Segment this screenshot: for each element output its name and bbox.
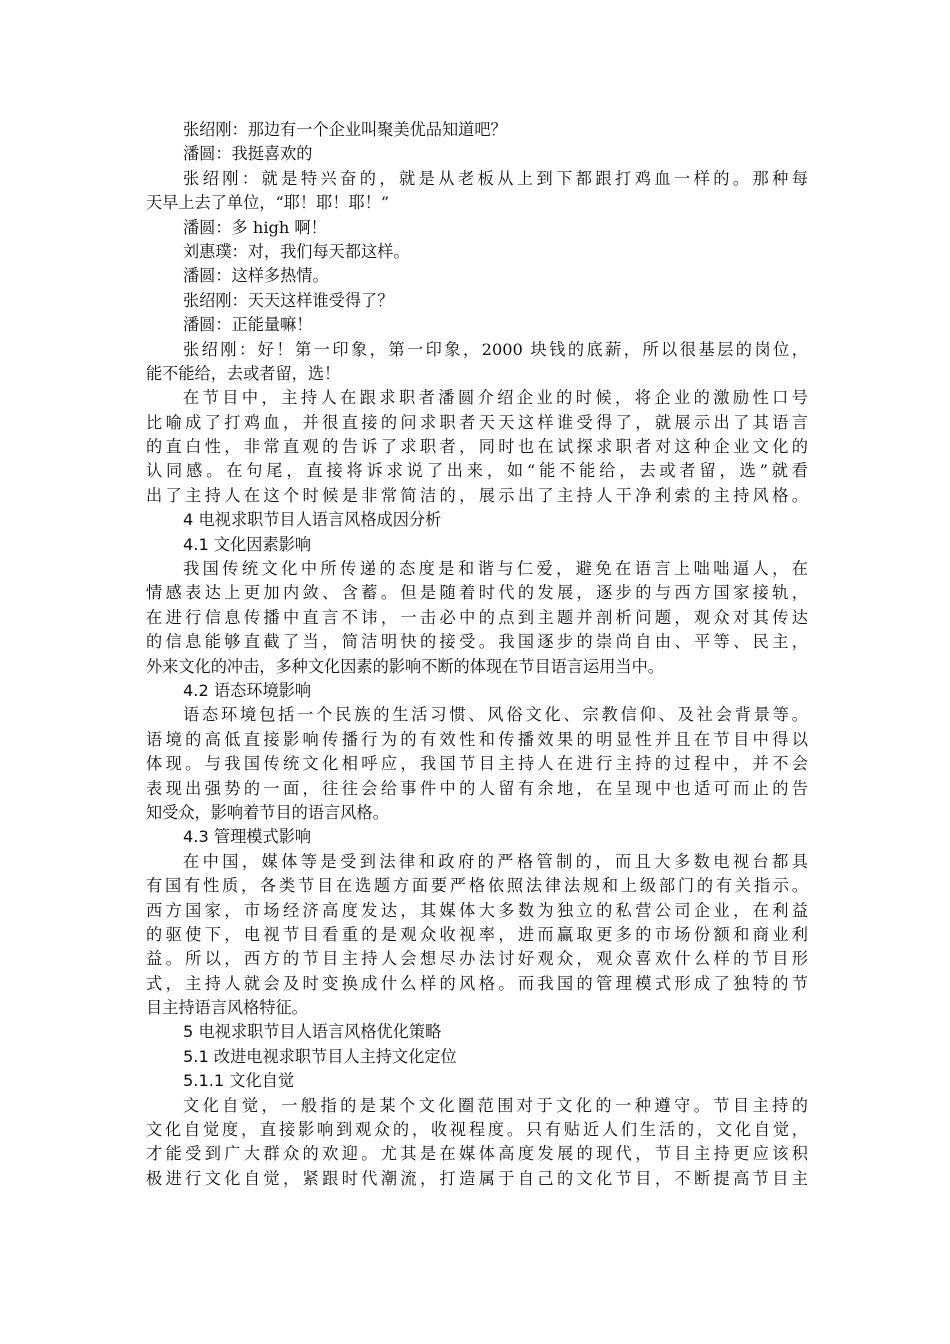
text-line: 能不能给，去或者留，选！ [146, 363, 341, 383]
text-line: 张绍刚：天天这样谁受得了？ [183, 290, 394, 310]
text-line: 出了主持人在这个时候是非常简洁的，展示出了主持人干净利索的主持风格。 [146, 485, 808, 505]
text-line: 张绍刚：那边有一个企业叫聚美优品知道吧？ [183, 120, 507, 139]
text-line: 张绍刚：就是特兴奋的，就是从老板从上到下都跟打鸡血一样的。那种每 [183, 168, 808, 188]
text-line: 式，主持人就会及时变换成什么样的风格。而我国的管理模式形成了独特的节 [146, 973, 808, 993]
text-line: 语境的高低直接影响传播行为的有效性和传播效果的明显性并且在节目中得以 [146, 729, 808, 749]
text-line: 知受众，影响着节目的语言风格。 [146, 802, 389, 822]
text-line: 文化自觉度，直接影响到观众的，收视程度。只有贴近人们生活的，文化自觉， [146, 1120, 808, 1140]
section-heading: 5 电视求职节目人语言风格优化策略 [183, 1022, 442, 1042]
text-line: 益。所以，西方的节目主持人会想尽办法讨好观众，观众喜欢什么样的节目形 [146, 949, 808, 969]
text-line: 才能受到广大群众的欢迎。尤其是在媒体高度发展的现代，节目主持更应该积 [146, 1144, 808, 1164]
text-line: 情感表达上更加内敛、含蓄。但是随着时代的发展，逐步的与西方国家接轨， [146, 583, 808, 603]
text-line: 的直白性，非常直观的告诉了求职者，同时也在试探求职者对这种企业文化的 [146, 437, 808, 457]
section-heading: 4.1 文化因素影响 [183, 534, 312, 554]
text-line: 在中国，媒体等是受到法律和政府的严格管制的，而且大多数电视台都具 [183, 851, 808, 871]
text-line: 有国有性质，各类节目在选题方面要严格依照法律法规和上级部门的有关指示。 [146, 876, 808, 896]
text-line: 语态环境包括一个民族的生活习惯、风俗文化、宗教信仰、及社会背景等。 [183, 705, 808, 725]
document-page [146, 118, 808, 1191]
text-line: 潘圆：我挺喜欢的 [183, 144, 313, 164]
text-line: 体现。与我国传统文化相呼应，我国节目主持人在进行主持的过程中，并不会 [146, 754, 808, 774]
text-line: 的驱使下，电视节目看重的是观众收视率，进而赢取更多的市场份额和商业利 [146, 924, 808, 944]
text-line: 目主持语言风格特征。 [146, 998, 308, 1018]
text-line: 潘圆：多 high 啊！ [183, 217, 327, 237]
text-line: 极进行文化自觉，紧跟时代潮流，打造属于自己的文化节目，不断提高节目主 [146, 1168, 808, 1188]
section-heading: 4 电视求职节目人语言风格成因分析 [183, 510, 442, 530]
text-line: 文化自觉，一般指的是某个文化圈范围对于文化的一种遵守。节目主持的 [183, 1095, 808, 1115]
text-line: 刘惠璞：对，我们每天都这样。 [183, 241, 410, 261]
text-line: 外来文化的冲击，多种文化因素的影响不断的体现在节目语言运用当中。 [146, 656, 664, 676]
text-line: 的信息能够直截了当，简洁明快的接受。我国逐步的崇尚自由、平等、民主， [146, 632, 808, 652]
text-line: 天早上去了单位，“耶！耶！耶！” [146, 193, 390, 213]
text-line: 在节目中，主持人在跟求职者潘圆介绍企业的时候，将企业的激励性口号 [183, 388, 808, 408]
text-line: 潘圆：正能量嘛！ [183, 315, 313, 335]
text-line: 在进行信息传播中直言不讳，一击必中的点到主题并剖析问题，观众对其传达 [146, 607, 808, 627]
text-line: 认同感。在句尾，直接将诉求说了出来，如“能不能给，去或者留，选”就看 [146, 461, 808, 481]
text-line: 比喻成了打鸡血，并很直接的问求职者天天这样谁受得了，就展示出了其语言 [146, 412, 808, 432]
text-line: 西方国家，市场经济高度发达，其媒体大多数为独立的私营公司企业，在利益 [146, 900, 808, 920]
text-line: 潘圆：这样多热情。 [183, 266, 329, 286]
section-heading: 5.1 改进电视求职节目人主持文化定位 [183, 1046, 457, 1066]
section-heading: 4.3 管理模式影响 [183, 827, 312, 847]
section-heading: 4.2 语态环境影响 [183, 680, 312, 700]
section-heading: 5.1.1 文化自觉 [183, 1071, 295, 1091]
text-line: 张绍刚：好！第一印象，第一印象，2000 块钱的底薪，所以很基层的岗位， [183, 339, 808, 359]
text-line: 我国传统文化中所传递的态度是和谐与仁爱，避免在语言上咄咄逼人，在 [183, 559, 808, 579]
text-line: 表现出强势的一面，往往会给事件中的人留有余地，在呈现中也适可而止的告 [146, 778, 808, 798]
